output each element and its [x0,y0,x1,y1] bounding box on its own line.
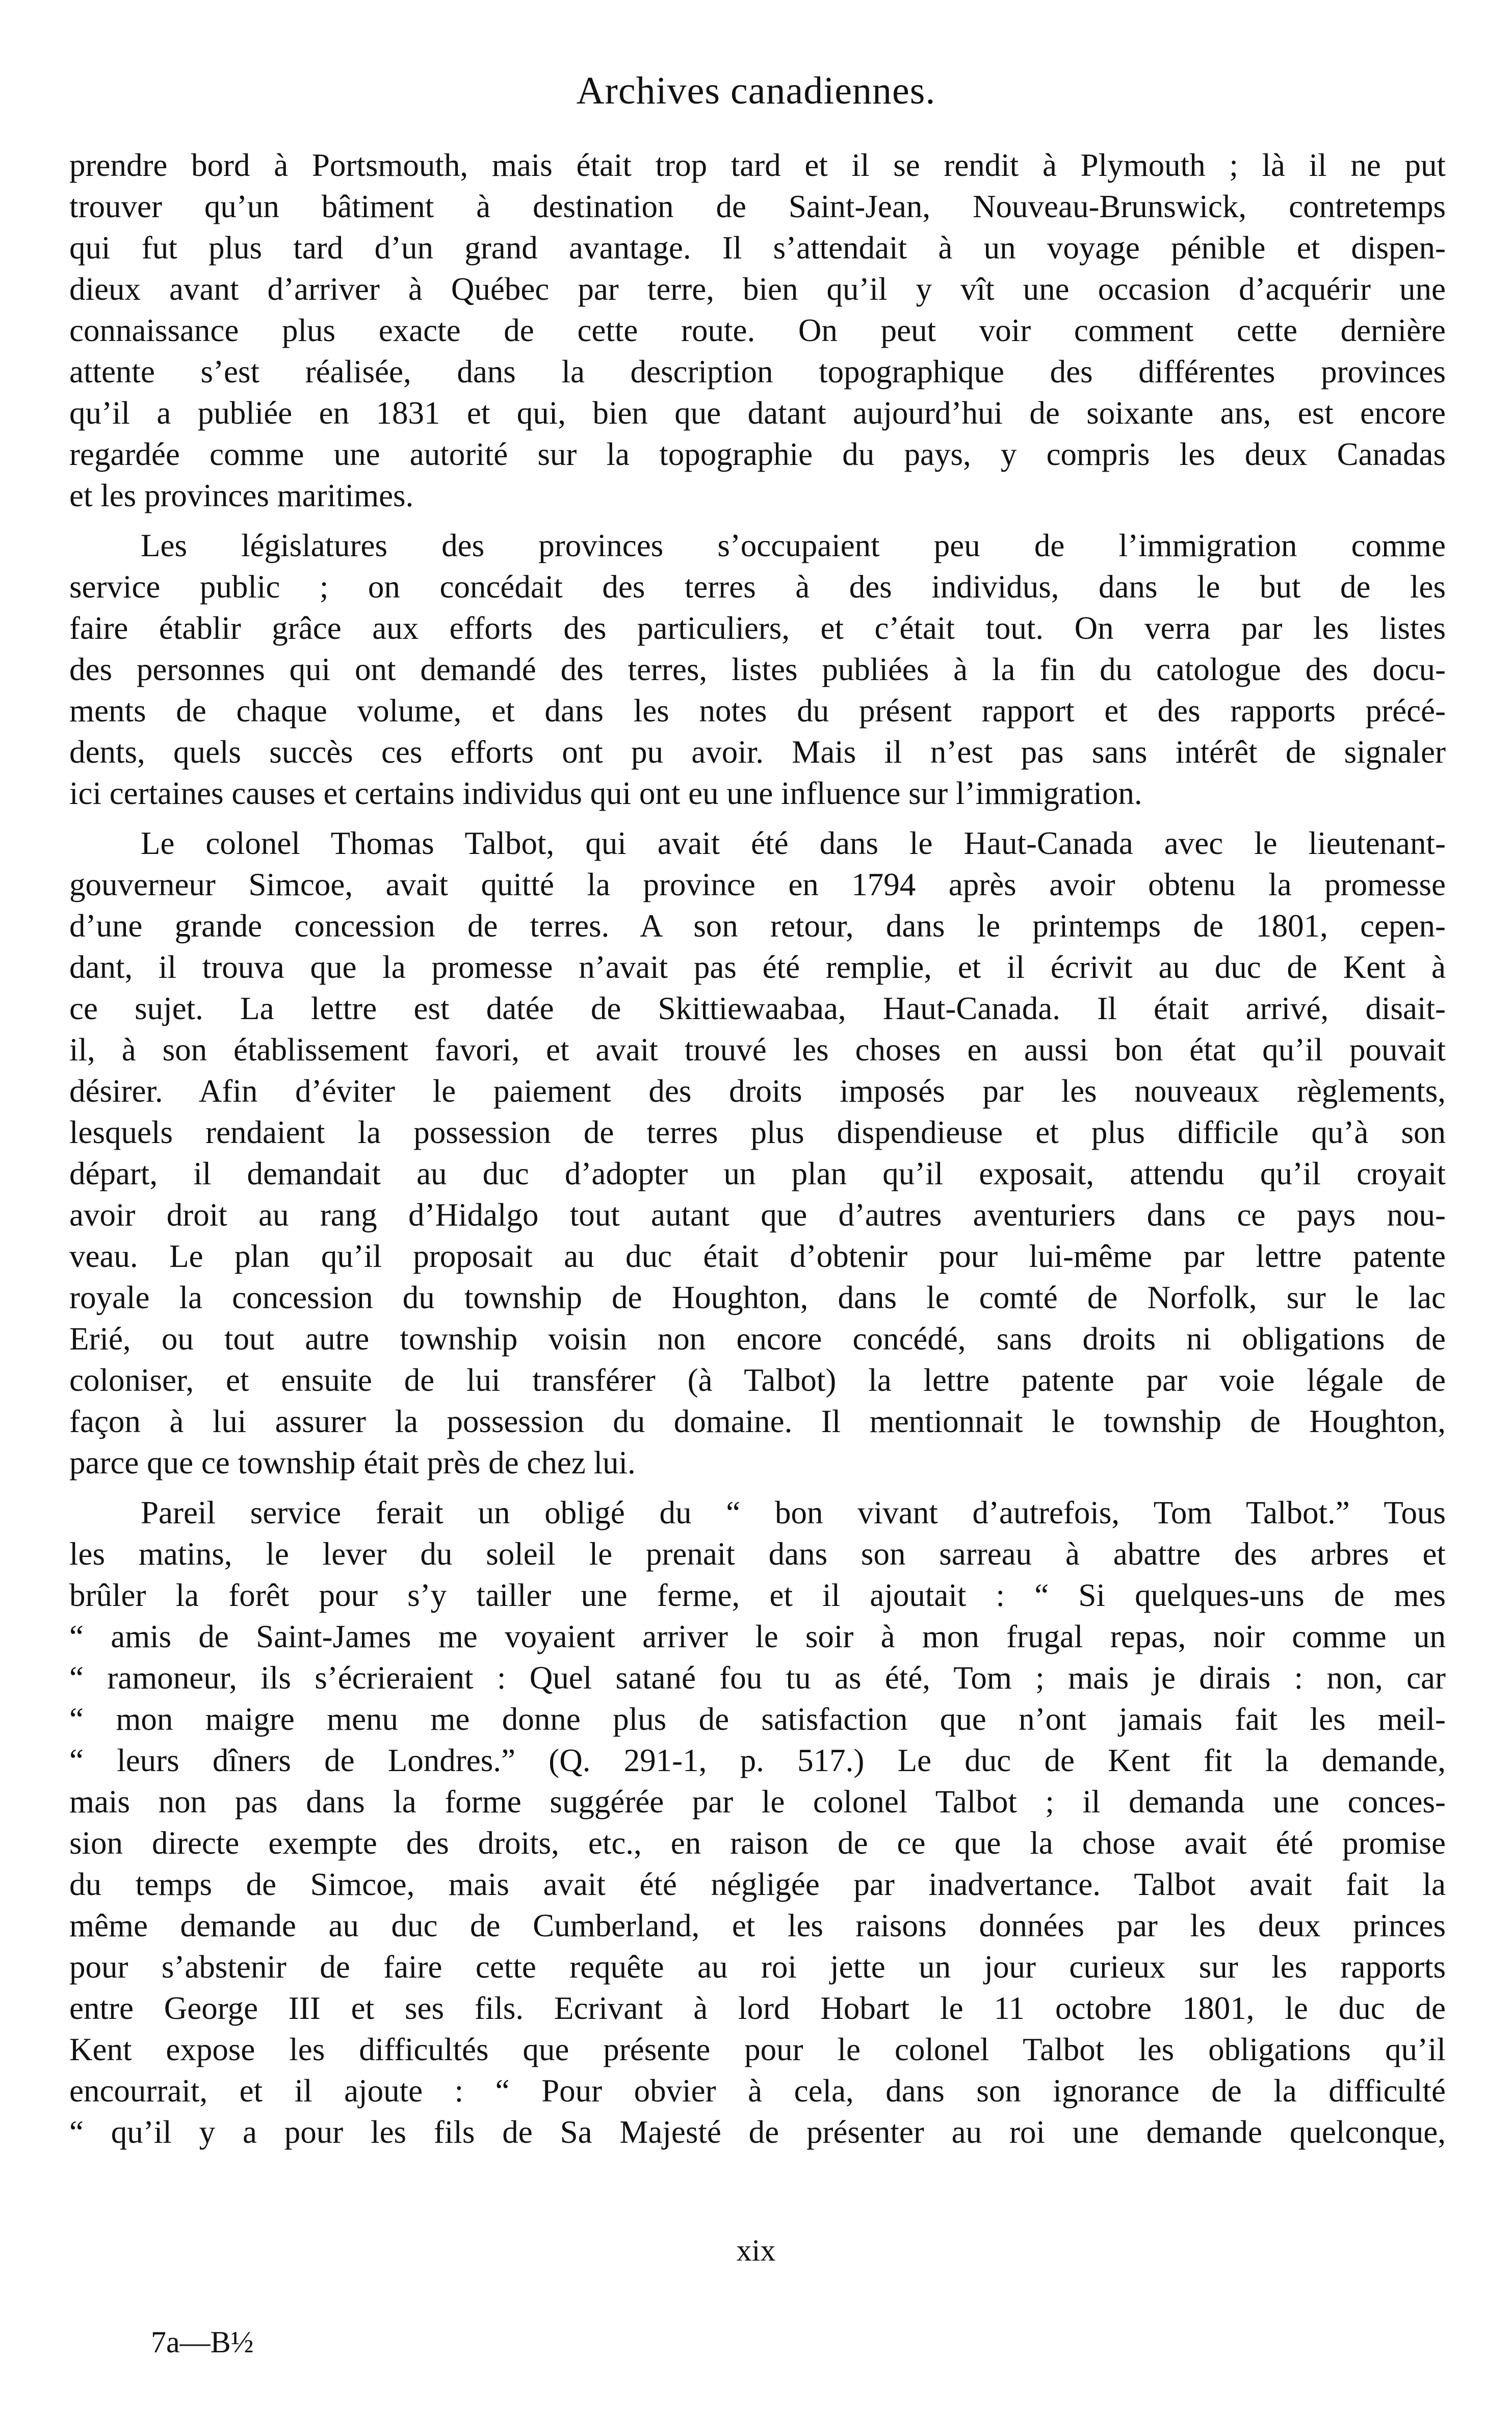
text-line: connaissance plus exacte de cette route. On peut voir comment cette dernière [69,313,1446,348]
text-line: du temps de Simcoe, mais avait été négligée par inadvertance. Talbot avait fait la [69,1866,1446,1902]
text-line: départ, il demandait au duc d’adopter un plan qu’il exposait, attendu qu’il croyait [69,1156,1446,1191]
text-line: parce que ce township était près de chez lui. [69,1445,636,1481]
text-line: pour s’abstenir de faire cette requête au roi jette un jour curieux sur les rapports [69,1949,1446,1985]
text-line: et les provinces maritimes. [69,478,414,513]
text-line: désirer. Afin d’éviter le paiement des droits imposés par les nouveaux règlements, [69,1073,1446,1109]
paragraph [69,823,1446,1484]
page-number: xix [736,2234,776,2267]
text-line: “ mon maigre menu me donne plus de satisfaction que n’ont jamais fait les meil- [69,1701,1446,1737]
text-line: Erié, ou tout autre township voisin non encore concédé, sans droits ni obligations de [69,1321,1446,1357]
text-line: qui fut plus tard d’un grand avantage. Il s’attendait à un voyage pénible et dispen- [69,230,1446,266]
text-line: il, à son établissement favori, et avait trouvé les choses en aussi bon état qu’il pouvait [69,1032,1446,1068]
text-line: faire établir grâce aux efforts des particuliers, et c’était tout. On verra par les listes [69,610,1446,646]
text-line: attente s’est réalisée, dans la description topographique des différentes provinces [69,354,1446,390]
text-line: “ qu’il y a pour les fils de Sa Majesté de présenter au roi une demande quelconque, [69,2114,1446,2150]
signature-mark: 7a—B½ [151,2325,254,2359]
text-line: lesquels rendaient la possession de terres plus dispendieuse et plus difficile qu’à son [69,1114,1446,1150]
running-title: Archives canadiennes. [576,69,936,112]
text-line: veau. Le plan qu’il proposait au duc était d’obtenir pour lui-même par lettre patente [69,1238,1446,1274]
text-line: sion directe exempte des droits, etc., en raison de ce que la chose avait été promise [69,1825,1446,1861]
text-line: mais non pas dans la forme suggérée par le colonel Talbot ; il demanda une conces- [69,1784,1446,1820]
text-line: service public ; on concédait des terres à des individus, dans le but de les [69,569,1446,605]
text-line: entre George III et ses fils. Ecrivant à lord Hobart le 11 octobre 1801, le duc de [69,1990,1446,2026]
paragraph [69,145,1446,516]
text-line: des personnes qui ont demandé des terres, listes publiées à la fin du catologue des docu- [69,652,1446,687]
text-line: Les législatures des provinces s’occupaient peu de l’immigration comme [141,528,1446,563]
text-line: Le colonel Thomas Talbot, qui avait été dans le Haut-Canada avec le lieutenant- [141,825,1446,861]
text-line: gouverneur Simcoe, avait quitté la province en 1794 après avoir obtenu la promesse [69,867,1446,902]
text-line: “ ramoneur, ils s’écrieraient : Quel satané fou tu as été, Tom ; mais je dirais : non, car [69,1660,1446,1696]
text-line: encourrait, et il ajoute : “ Pour obvier à cela, dans son ignorance de la difficulté [69,2073,1446,2109]
text-line: “ amis de Saint-James me voyaient arriver le soir à mon frugal repas, noir comme un [69,1619,1446,1654]
body-text [69,145,1446,2153]
text-line: d’une grande concession de terres. A son retour, dans le printemps de 1801, cepen- [69,908,1446,944]
paragraph-gap [69,516,1446,525]
paragraph [69,525,1446,814]
text-line: coloniser, et ensuite de lui transférer (à Talbot) la lettre patente par voie légale de [69,1362,1446,1398]
text-line: “ leurs dîners de Londres.” (Q. 291-1, p. 517.) Le duc de Kent fit la demande, [69,1743,1446,1778]
text-line: royale la concession du township de Houghton, dans le comté de Norfolk, sur le lac [69,1280,1446,1315]
paragraph [69,1492,1446,2153]
text-line: Pareil service ferait un obligé du “ bon vivant d’autrefois, Tom Talbot.” Tous [141,1495,1446,1530]
text-line: même demande au duc de Cumberland, et les raisons données par les deux princes [69,1908,1446,1943]
text-line: prendre bord à Portsmouth, mais était trop tard et il se rendit à Plymouth ; là il ne put [69,147,1446,183]
text-line: brûler la forêt pour s’y tailler une ferme, et il ajoutait : “ Si quelques-uns de mes [69,1577,1446,1613]
text-line: trouver qu’un bâtiment à destination de Saint-Jean, Nouveau-Brunswick, contretemps [69,189,1446,224]
text-line: dieux avant d’arriver à Québec par terre, bien qu’il y vît une occasion d’acquérir une [69,271,1446,307]
text-line: façon à lui assurer la possession du domaine. Il mentionnait le township de Houghton, [69,1404,1446,1439]
paragraph-gap [69,814,1446,823]
text-line: dant, il trouva que la promesse n’avait pas été remplie, et il écrivit au duc de Kent à [69,949,1446,985]
text-line: regardée comme une autorité sur la topographie du pays, y compris les deux Canadas [69,436,1446,472]
text-line: avoir droit au rang d’Hidalgo tout autant que d’autres aventuriers dans ce pays nou- [69,1197,1446,1233]
text-line: dents, quels succès ces efforts ont pu avoir. Mais il n’est pas sans intérêt de signaler [69,734,1446,770]
text-line: ments de chaque volume, et dans les notes du présent rapport et des rapports précé- [69,693,1446,729]
text-line: ce sujet. La lettre est datée de Skittiewaabaa, Haut-Canada. Il était arrivé, disait- [69,991,1446,1026]
paragraph-gap [69,1484,1446,1492]
text-line: qu’il a publiée en 1831 et qui, bien que datant aujourd’hui de soixante ans, est encore [69,395,1446,431]
text-line: Kent expose les difficultés que présente pour le colonel Talbot les obligations qu’il [69,2032,1446,2067]
text-line: ici certaines causes et certains individus qui ont eu une influence sur l’immigration. [69,775,1142,811]
text-line: les matins, le lever du soleil le prenait dans son sarreau à abattre des arbres et [69,1536,1446,1572]
